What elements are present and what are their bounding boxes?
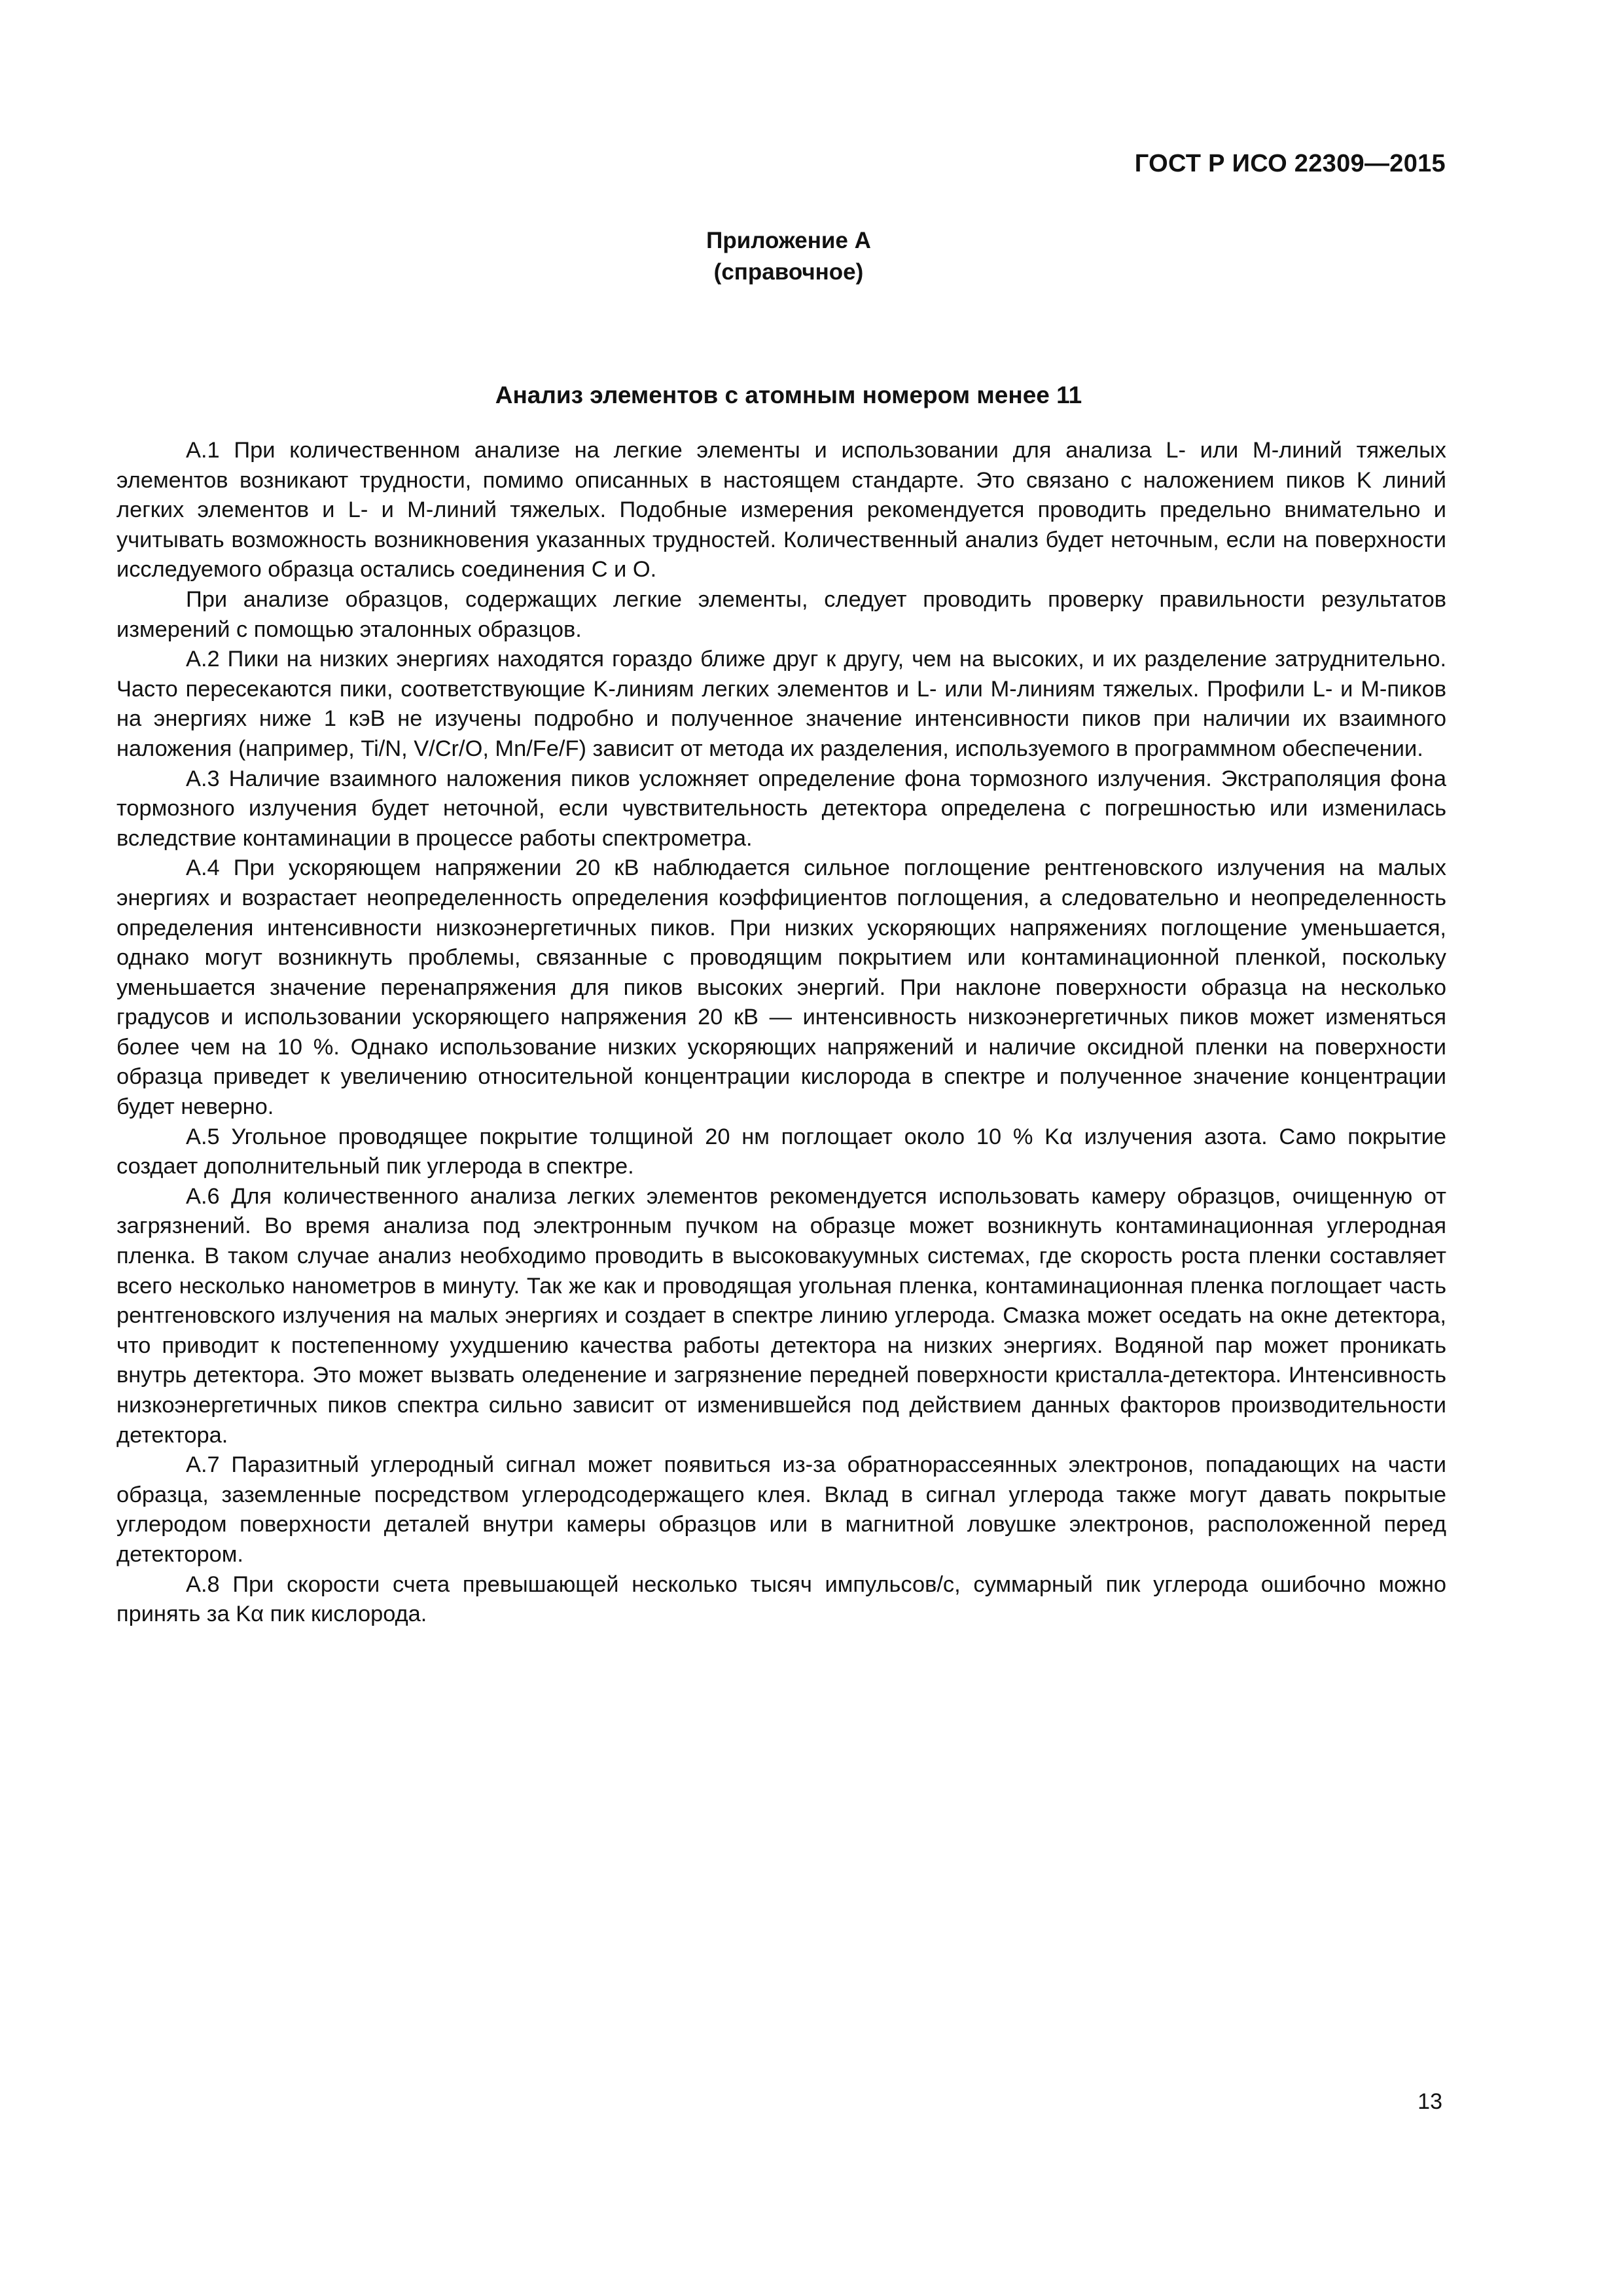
paragraph-a1-note: При анализе образцов, содержащих легкие элементы, следует проводить проверку правильности результатов измерений с помощью эталонных образцов. bbox=[116, 586, 1446, 642]
paragraph-a1: А.1 При количественном анализе на легкие элементы и использовании для анализа L- или М-линий тяжелых элементов возникают трудности, помимо описанных в настоящем стандарте. Это связано с наложением пиков K линий легких элементов и L- и М-линий тяжелых. Подобные измерения рекомендуется проводить предельно внимательно и учитывать возможность возникновения указанных трудностей. Количественный анализ будет неточным, если на поверхности исследуемого образца остались соединения C и О. bbox=[116, 438, 1446, 583]
paragraph-a4: А.4 При ускоряющем напряжении 20 кВ наблюдается сильное поглощение рентгеновского излучения на малых энергиях и возрастает неопределенность определения коэффициентов поглощения, а следовательно и неопределенность определения интенсивности низкоэнергетичных пиков. При низких ускоряющих напряжениях поглощение уменьшается, однако могут возникнуть проблемы, связанные с проводящим покрытием или контаминационной пленкой, поскольку уменьшается значение перенапряжения для пиков высоких энергий. При наклоне поверхности образца на несколько градусов и использовании ускоряющего напряжения 20 кВ — интенсивность низкоэнергетичных пиков может изменяться более чем на 10 %. Однако использование низких ускоряющих напряжений и наличие оксидной пленки на поверхности образца приведет к увеличению относительной концентрации кислорода в спектре и полученное значение концентрации будет неверно. bbox=[116, 855, 1446, 1120]
paragraph-a2: А.2 Пики на низких энергиях находятся гораздо ближе друг к другу, чем на высоких, и их разделение затруднительно. Часто пересекаются пики, соответствующие K-линиям легких элементов и L- или М-линиям тяжелых. Профили L- и М-пиков на энергиях ниже 1 кэВ не изучены подробно и полученное значение интенсивности пиков при наличии их взаимного наложения (например, Ti/N, V/Cr/O, Mn/Fe/F) зависит от метода их разделения, используемого в программном обеспечении. bbox=[116, 647, 1446, 761]
paragraph-a7: А.7 Паразитный углеродный сигнал может появиться из-за обратнорассеянных электронов, попадающих на части образца, заземленные посредством углеродсодержащего клея. Вклад в сигнал углерода также могут давать покрытые углеродом поверхности деталей внутри камеры образцов или в магнитной ловушке электронов, расположенной перед детектором. bbox=[116, 1452, 1446, 1567]
document-code-header: ГОСТ Р ИСО 22309—2015 bbox=[1134, 150, 1446, 177]
paragraph-a3: А.3 Наличие взаимного наложения пиков усложняет определение фона тормозного излучения. Экстраполяция фона тормозного излучения будет неточной, если чувствительность детектора определена с погрешностью или изменилась вследствие контаминации в процессе работы спектрометра. bbox=[116, 766, 1446, 851]
body-text bbox=[116, 436, 1446, 1630]
appendix-heading bbox=[0, 225, 1577, 288]
page-number: 13 bbox=[1418, 2089, 1442, 2114]
appendix-type: (справочное) bbox=[713, 259, 864, 285]
section-title: Анализ элементов с атомным номером менее 11 bbox=[495, 382, 1082, 408]
paragraph-a5: А.5 Угольное проводящее покрытие толщиной 20 нм поглощает около 10 % Kα излучения азота. Само покрытие создает дополнительный пик углерода в спектре. bbox=[116, 1124, 1446, 1179]
paragraph-a6: А.6 Для количественного анализа легких элементов рекомендуется использовать камеру образцов, очищенную от загрязнений. Во время анализа под электронным пучком на образце может возникнуть контаминационная углеродная пленка. В таком случае анализ необходимо проводить в высоковакуумных системах, где скорость роста пленки составляет всего несколько нанометров в минуту. Так же как и проводящая угольная пленка, контаминационная пленка поглощает часть рентгеновского излучения на малых энергиях и создает в спектре линию углерода. Смазка может оседать на окне детектора, что приводит к постепенному ухудшению качества работы детектора на низких энергиях. Водяной пар может проникать внутрь детектора. Это может вызвать оледенение и загрязнение передней поверхности кристалла-детектора. Интенсивность низкоэнергетичных пиков спектра сильно зависит от изменившейся под действием данных факторов производительности детектора. bbox=[116, 1183, 1446, 1448]
paragraph-a8: А.8 При скорости счета превышающей несколько тысяч импульсов/с, суммарный пик углерода ошибочно можно принять за Kα пик кислорода. bbox=[116, 1571, 1446, 1627]
appendix-label: Приложение А bbox=[706, 228, 871, 253]
